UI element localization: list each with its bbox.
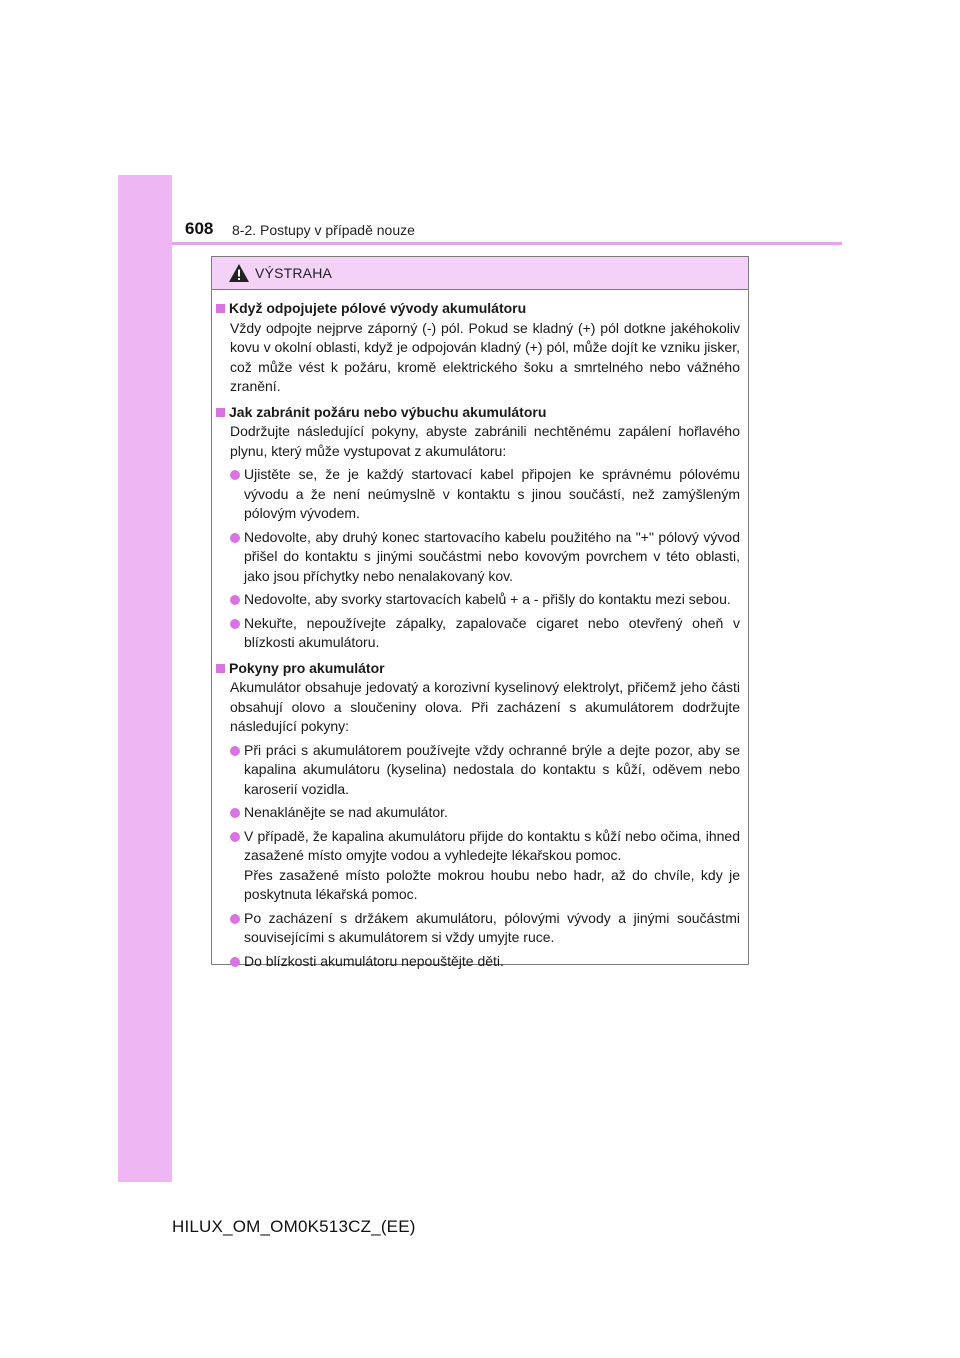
bullet-item: Nenaklánějte se nad akumulátor. bbox=[216, 803, 740, 823]
section-title: 8-2. Postupy v případě nouze bbox=[232, 222, 415, 238]
circle-bullet-icon bbox=[230, 746, 240, 756]
bullet-item: Ujistěte se, že je každý startovací kabel připojen ke správnému pólovému vývodu a že není neúmyslně v kontaktu s jinou součástí, než zamýšleným pólovým vývodem. bbox=[216, 465, 740, 524]
section-text: Dodržujte následující pokyny, abyste zabránili nechtěnému zapálení hořlavého plynu, který může vystupovat z akumulátoru: bbox=[230, 423, 740, 459]
circle-bullet-icon bbox=[230, 957, 240, 967]
section-heading: Pokyny pro akumulátor bbox=[229, 659, 385, 676]
bullet-item: Nekuřte, nepoužívejte zápalky, zapalovače cigaret nebo otevřený oheň v blízkosti akumulátoru. bbox=[216, 614, 740, 653]
warning-header bbox=[212, 257, 748, 290]
circle-bullet-icon bbox=[230, 595, 240, 605]
square-bullet-icon bbox=[216, 664, 225, 673]
warning-triangle-icon bbox=[228, 263, 250, 283]
bullet-item: Při práci s akumulátorem používejte vždy ochranné brýle a dejte pozor, aby se kapalina akumulátoru (kyselina) nedostala do kontaktu s kůží, oděvem nebo karoserií vozidla. bbox=[216, 741, 740, 800]
side-tab-bar bbox=[118, 175, 172, 1182]
warning-box bbox=[211, 256, 749, 969]
warning-section bbox=[216, 659, 740, 972]
document-code: HILUX_OM_OM0K513CZ_(EE) bbox=[172, 1217, 416, 1236]
warning-content bbox=[212, 290, 748, 971]
page-number: 608 bbox=[185, 219, 214, 238]
section-heading: Když odpojujete pólové vývody akumulátoru bbox=[229, 300, 527, 316]
bullet-item: Nedovolte, aby druhý konec startovacího kabelu použitého na "+" pólový vývod přišel do kontaktu s jinými součástmi nebo kovovým povrchem v této oblasti, jako jsou příchytky nebo nenalakovaný kov. bbox=[216, 528, 740, 587]
bullet-item: Do blízkosti akumulátoru nepouštějte děti. bbox=[216, 952, 740, 972]
section-heading: Jak zabránit požáru nebo výbuchu akumulátoru bbox=[229, 403, 547, 420]
circle-bullet-icon bbox=[230, 533, 240, 543]
header-divider bbox=[172, 242, 842, 245]
circle-bullet-icon bbox=[230, 470, 240, 480]
section-text: Vždy odpojte nejprve záporný (-) pól. Pokud se kladný (+) pól dotkne jakéhokoliv kovu v okolní oblasti, když je odpojován kladný (+) pól, může dojít ke vzniku jisker, což může vést k požáru, kromě elektrického šoku a smrtelného nebo vážného zranění. bbox=[230, 319, 740, 394]
warning-title: VÝSTRAHA bbox=[255, 265, 333, 281]
warning-section bbox=[216, 299, 740, 397]
square-bullet-icon bbox=[216, 408, 225, 417]
circle-bullet-icon bbox=[230, 619, 240, 629]
circle-bullet-icon bbox=[230, 832, 240, 842]
section-text: Akumulátor obsahuje jedovatý a korozivní kyselinový elektrolyt, přičemž jeho části obsahují olovo a sloučeniny olova. Při zacházení s akumulátorem dodržujte následující pokyny: bbox=[230, 679, 740, 734]
bullet-item: Nedovolte, aby svorky startovacích kabelů + a - přišly do kontaktu mezi sebou. bbox=[216, 590, 740, 610]
bullet-item: V případě, že kapalina akumulátoru přijde do kontaktu s kůží nebo očima, ihned zasažené místo omyjte vodou a vyhledejte lékařskou pomoc. Přes zasažené místo položte mokrou houbu nebo hadr, až do chvíle, kdy je poskytnuta lékařská pomoc. bbox=[216, 827, 740, 905]
circle-bullet-icon bbox=[230, 808, 240, 818]
bullet-item: Po zacházení s držákem akumulátoru, pólovými vývody a jinými součástmi souvisejícími s akumulátorem si vždy umyjte ruce. bbox=[216, 909, 740, 948]
warning-section bbox=[216, 403, 740, 653]
square-bullet-icon bbox=[216, 304, 225, 313]
circle-bullet-icon bbox=[230, 914, 240, 924]
